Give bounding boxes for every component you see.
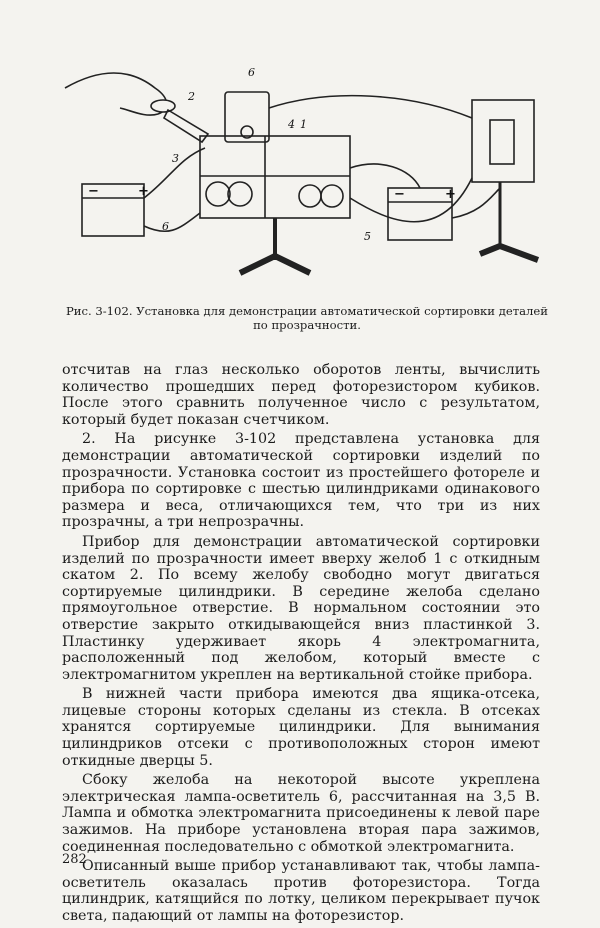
apparatus-illustration [60, 48, 560, 298]
label-6-lower: 6 [162, 220, 169, 233]
battery-plus-right: + [445, 187, 456, 202]
cylinder [321, 185, 343, 207]
cylinder [206, 182, 230, 206]
label-3: 3 [172, 152, 179, 165]
cylinder [228, 182, 252, 206]
label-1: 1 [300, 118, 307, 131]
paragraph: 2. На рисунке 3-102 представлена установка для демонстрации автоматической сортировки изделий по прозрачности. Установка состоит из простейшего фотореле и прибора по сортировке с шестью цилиндриками одинакового размера и веса, отличающихся тем, что три из них прозрачны, а три непрозрачны. [62, 431, 540, 531]
label-4: 4 [288, 118, 295, 131]
apparatus-figure [60, 48, 560, 298]
lamp-panel [225, 92, 269, 142]
page-number: 282 [62, 852, 87, 867]
label-2: 2 [188, 90, 195, 103]
battery-plus-left: + [138, 184, 149, 199]
ramp-2 [164, 110, 208, 142]
label-6: 6 [248, 66, 255, 79]
caption-text: Установка для демонстрации автоматической сортировки деталей по прозрачности. [136, 304, 548, 332]
body-text [62, 362, 540, 928]
battery-minus-right: − [394, 187, 405, 202]
cylinder [299, 185, 321, 207]
paragraph: Описанный выше прибор устанавливают так, чтобы лампа-осветитель оказалась против фоторезистора. Тогда цилиндрик, катящийся по лотку, целиком перекрывает пучок света, падающий от лампы на фоторезистор. [62, 858, 540, 924]
paragraph: В нижней части прибора имеются два ящика-отсека, лицевые стороны которых сделаны из стекла. В отсеках хранятся сортируемые цилиндрики. Для вынимания цилиндриков отсеки с противоположных сторон имеют откидные дверцы 5. [62, 686, 540, 769]
caption-prefix: Рис. 3-102. [66, 304, 133, 318]
battery-minus-left: − [88, 184, 99, 199]
paragraph: Сбоку желоба на некоторой высоте укреплена электрическая лампа-осветитель 6, рассчитанная на 3,5 В. Лампа и обмотка электромагнита присоединены к левой паре зажимов. На приборе установлена вторая пара зажимов, соединенная последовательно с обмоткой электромагнита. [62, 772, 540, 855]
label-5: 5 [364, 230, 371, 243]
paragraph: Прибор для демонстрации автоматической сортировки изделий по прозрачности имеет вверху желоб 1 с откидным скатом 2. По всему желобу свободно могут двигаться сортируемые цилиндрики. В середине желоба сделано прямоугольное отверстие. В нормальном состоянии это отверстие закрыто откидывающейся вниз пластинкой 3. Пластинку удерживает якорь 4 электромагнита, расположенный под желобом, который вместе с электромагнитом укреплен на вертикальной стойке прибора. [62, 533, 540, 683]
cylinder-in-hand [151, 100, 175, 112]
figure-caption [62, 304, 552, 332]
paragraph: отсчитав на глаз несколько оборотов ленты, вычислить количество прошедших перед фоторезистором кубиков. После этого сравнить полученное число с результатом, который будет показан счетчиком. [62, 362, 540, 428]
photo-relay-board [472, 100, 534, 182]
